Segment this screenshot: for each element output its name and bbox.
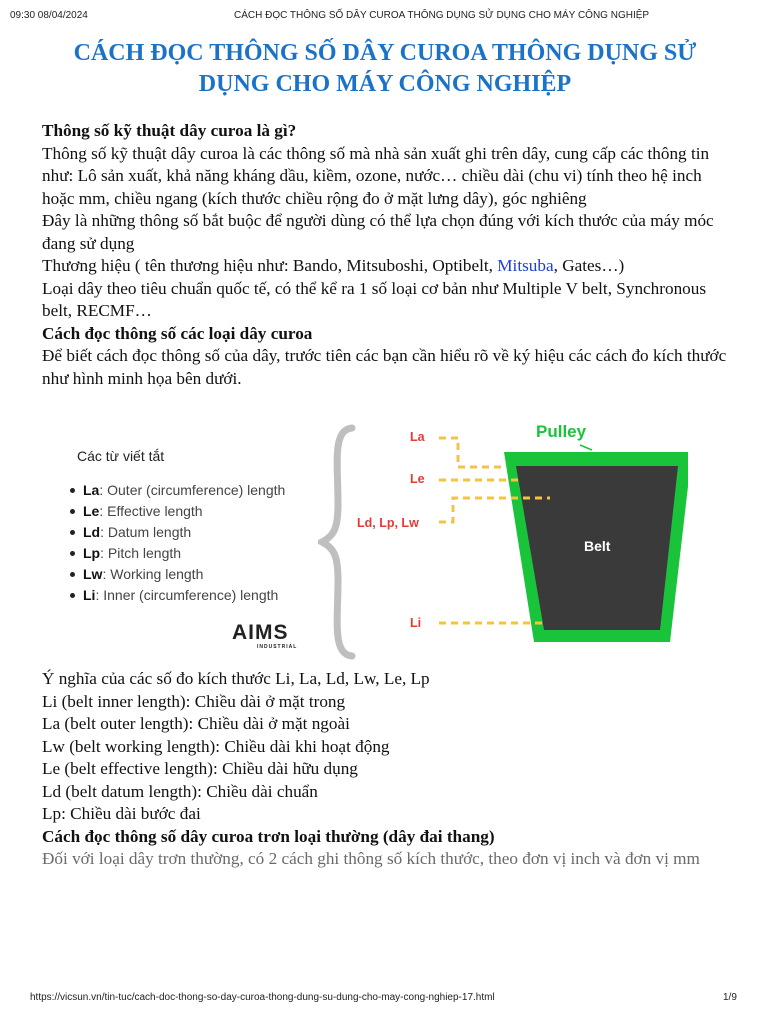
label-la: La <box>410 430 425 444</box>
abbreviation-item <box>66 501 285 522</box>
abbr-code: Lp <box>83 545 101 561</box>
abbr-desc: : Working length <box>102 566 204 582</box>
paragraph: Thông số kỹ thuật dây curoa là các thông số mà nhà sản xuất ghi trên dây, cung cấp các thông tin như: Lô sản xuất, khả năng kháng dầu, kiềm, ozone, nước… chiều dài (chu vi) tính theo hệ inch hoặc mm, chiều ngang (kích thước chiều rộng đo ở mặt lưng dây), góc nghiêng <box>42 143 710 208</box>
abbreviation-item <box>66 585 285 606</box>
abbr-code: Lw <box>83 566 103 582</box>
abbr-code: La <box>83 482 100 498</box>
aims-logo-subtitle: INDUSTRIAL <box>257 644 298 650</box>
belt-measurement-figure <box>60 410 688 660</box>
abbr-desc: : Effective length <box>99 503 203 519</box>
dash-la <box>439 438 506 467</box>
paragraph: Đây là những thông số bắt buộc để người dùng có thể lựa chọn đúng với kích thước của máy móc đang sử dụng <box>42 211 714 253</box>
paragraph: Đối với loại dây trơn thường, có 2 cách ghi thông số kích thước, theo đơn vị inch và đơn vị mm <box>42 849 700 868</box>
abbr-desc: : Datum length <box>100 524 192 540</box>
pulley-leader-line <box>580 445 592 450</box>
abbreviation-item <box>66 480 285 501</box>
aims-logo <box>232 622 297 650</box>
label-li: Li <box>410 616 422 630</box>
pulley-label: Pulley <box>536 422 587 441</box>
definition-item: La (belt outer length): Chiều dài ở mặt ngoài <box>42 714 350 733</box>
text-span: , Gates…) <box>553 256 625 275</box>
section-heading-specs: Thông số kỹ thuật dây curoa là gì? <box>42 121 297 140</box>
section-heading-read: Cách đọc thông số các loại dây curoa <box>42 323 313 343</box>
belt-pulley-diagram <box>350 410 688 660</box>
definition-item: Lp: Chiều dài bước đai <box>42 804 201 823</box>
abbr-code: Le <box>83 503 100 519</box>
print-datetime: 09:30 08/04/2024 <box>10 10 88 21</box>
article-body <box>42 120 732 390</box>
definition-item: Lw (belt working length): Chiều dài khi hoạt động <box>42 736 390 756</box>
abbr-desc: : Pitch length <box>100 545 182 561</box>
page-url: https://vicsun.vn/tin-tuc/cach-doc-thong-so-day-curoa-thong-dung-su-dung-cho-may-cong-nghiep-17.html <box>30 992 495 1003</box>
abbr-code: Ld <box>83 524 101 540</box>
belt-label: Belt <box>584 538 611 554</box>
article-body-continued <box>42 668 732 871</box>
page-title: CÁCH ĐỌC THÔNG SỐ DÂY CUROA THÔNG DỤNG SỬ DỤNG CHO MÁY CÔNG NGHIỆP <box>73 40 697 97</box>
paragraph-brands <box>42 255 732 278</box>
paragraph: Để biết cách đọc thông số của dây, trước tiên các bạn cần hiểu rõ về ký hiệu các cách đo kích thước như hình minh họa bên dưới. <box>42 346 727 388</box>
definition-item: Le (belt effective length): Chiều dài hữu dụng <box>42 759 358 778</box>
label-le: Le <box>410 472 425 486</box>
mitsuba-link[interactable]: Mitsuba <box>497 256 554 275</box>
paragraph: Loại dây theo tiêu chuẩn quốc tế, có thể kể ra 1 số loại cơ bản như Multiple V belt, Synchronous belt, RECMF… <box>42 278 707 320</box>
abbreviations-list <box>66 480 285 606</box>
definition-item: Ld (belt datum length): Chiều dài chuẩn <box>42 781 318 801</box>
abbreviation-item <box>66 543 285 564</box>
abbr-desc: : Inner (circumference) length <box>95 587 279 603</box>
abbr-code: Li <box>83 587 96 603</box>
page-number: 1/9 <box>723 992 737 1003</box>
abbreviation-item <box>66 564 285 585</box>
definition-item: Li (belt inner length): Chiều dài ở mặt trong <box>42 691 346 711</box>
abbreviation-item <box>66 522 285 543</box>
text-span: Thương hiệu ( tên thương hiệu như: Bando, Mitsuboshi, Optibelt, <box>42 256 498 275</box>
abbreviations-title: Các từ viết tắt <box>77 448 165 464</box>
paragraph: Ý nghĩa của các số đo kích thước Li, La, Ld, Lw, Le, Lp <box>42 669 430 688</box>
label-ld-lp-lw: Ld, Lp, Lw <box>357 516 419 530</box>
print-doc-title: CÁCH ĐỌC THÔNG SỐ DÂY CUROA THÔNG DỤNG SỬ DỤNG CHO MÁY CÔNG NGHIỆP <box>234 10 650 21</box>
print-header <box>0 6 768 22</box>
abbr-desc: : Outer (circumference) length <box>99 482 286 498</box>
aims-logo-text: AIMS <box>232 621 289 644</box>
section-heading-vbelt: Cách đọc thông số dây curoa trơn loại thường (dây đai thang) <box>42 826 495 846</box>
